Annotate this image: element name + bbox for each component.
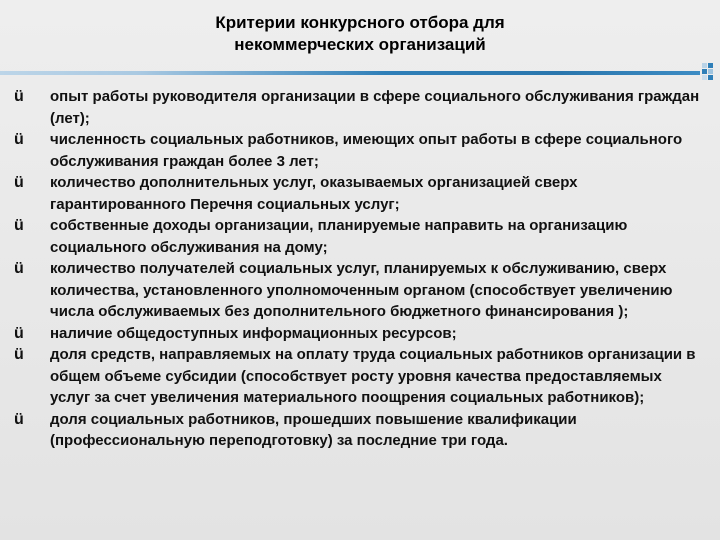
slide-title-line-2: некоммерческих организаций — [234, 35, 486, 54]
checkmark-icon: ü — [14, 346, 24, 363]
slide-title-line-1: Критерии конкурсного отбора для — [215, 13, 505, 32]
criteria-item — [0, 258, 720, 323]
criteria-item — [0, 409, 720, 452]
criteria-text: количество получателей социальных услуг, планируемых к обслуживанию, сверх количества, установленного уполномоченным органом (способствует увеличению числа обслуживаемых без дополнительного бюджетного финансирования ); — [50, 260, 673, 320]
divider-mark — [702, 69, 707, 74]
criteria-text: доля средств, направляемых на оплату труда социальных работников организации в общем объеме субсидии (способствует росту уровня качества предоставляемых услуг за счет увеличения материального поощрения социальных работников); — [50, 346, 696, 406]
title-divider — [0, 71, 700, 75]
criteria-item — [0, 215, 720, 258]
divider-mark — [702, 63, 707, 68]
criteria-text: наличие общедоступных информационных ресурсов; — [50, 324, 457, 342]
criteria-text: собственные доходы организации, планируемые направить на организацию социального обслуживания на дому; — [50, 217, 628, 256]
checkmark-icon: ü — [14, 88, 24, 105]
divider-mark — [702, 75, 707, 80]
divider-marks — [702, 63, 716, 83]
divider-mark — [708, 63, 713, 68]
divider-mark — [708, 69, 713, 74]
divider-mark — [708, 75, 713, 80]
checkmark-icon: ü — [14, 174, 24, 191]
checkmark-icon: ü — [14, 410, 24, 428]
checkmark-icon: ü — [14, 260, 24, 277]
criteria-text: количество дополнительных услуг, оказываемых организацией сверх гарантированного Перечня социальных услуг; — [50, 174, 578, 213]
criteria-text: численность социальных работников, имеющих опыт работы в сфере социального обслуживания граждан более 3 лет; — [50, 131, 683, 170]
criteria-text: опыт работы руководителя организации в сфере социального обслуживания граждан (лет); — [50, 88, 700, 127]
criteria-item — [0, 344, 720, 409]
criteria-item — [0, 172, 720, 215]
checkmark-icon: ü — [14, 217, 24, 234]
criteria-list — [0, 86, 720, 452]
criteria-item — [0, 323, 720, 345]
criteria-item — [0, 129, 720, 172]
slide-title — [0, 12, 720, 56]
criteria-item — [0, 86, 720, 129]
checkmark-icon: ü — [14, 324, 24, 342]
checkmark-icon: ü — [14, 131, 24, 148]
criteria-text: доля социальных работников, прошедших повышение квалификации (профессиональную переподготовку) за последние три года. — [50, 410, 577, 449]
